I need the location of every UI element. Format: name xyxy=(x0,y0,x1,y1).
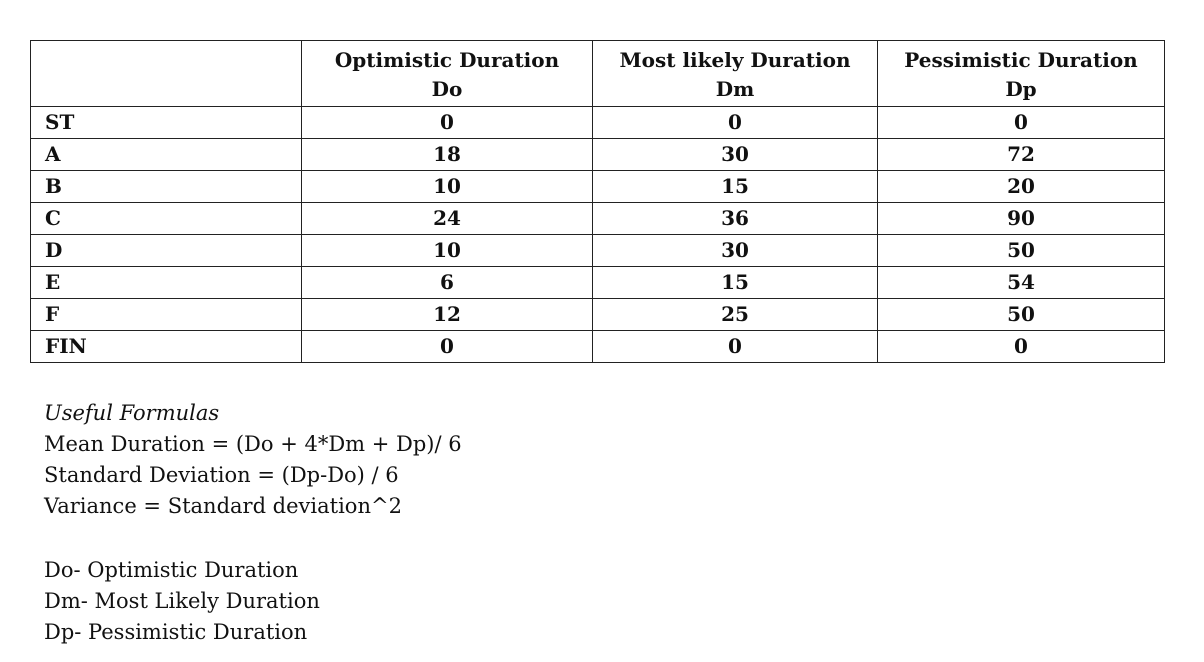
pessimistic-value: 20 xyxy=(878,171,1165,203)
mean-duration-formula: Mean Duration = (Do + 4*Dm + Dp)/ 6 xyxy=(44,432,462,456)
most-likely-value: 36 xyxy=(593,203,878,235)
legend-dm: Dm- Most Likely Duration xyxy=(44,589,320,613)
table-row xyxy=(31,139,1165,171)
activity-label: E xyxy=(31,267,302,299)
pessimistic-value: 0 xyxy=(878,107,1165,139)
standard-deviation-formula: Standard Deviation = (Dp-Do) / 6 xyxy=(44,463,399,487)
optimistic-value: 6 xyxy=(302,267,593,299)
table-row xyxy=(31,203,1165,235)
header-empty-cell xyxy=(31,41,302,107)
formulas-heading: Useful Formulas xyxy=(44,401,220,425)
pessimistic-value: 54 xyxy=(878,267,1165,299)
header-pessimistic xyxy=(878,41,1165,107)
table-row xyxy=(31,267,1165,299)
most-likely-value: 15 xyxy=(593,171,878,203)
activity-label: ST xyxy=(31,107,302,139)
most-likely-value: 30 xyxy=(593,139,878,171)
activity-label: B xyxy=(31,171,302,203)
table-row xyxy=(31,171,1165,203)
header-most-likely xyxy=(593,41,878,107)
legend-do: Do- Optimistic Duration xyxy=(44,558,299,582)
activity-label: C xyxy=(31,203,302,235)
table-row xyxy=(31,331,1165,363)
spacer xyxy=(44,522,462,555)
most-likely-value: 30 xyxy=(593,235,878,267)
optimistic-value: 24 xyxy=(302,203,593,235)
pessimistic-value: 0 xyxy=(878,331,1165,363)
pessimistic-value: 90 xyxy=(878,203,1165,235)
header-optimistic-title: Optimistic Duration xyxy=(334,47,560,72)
pessimistic-value: 50 xyxy=(878,235,1165,267)
activity-label: F xyxy=(31,299,302,331)
legend-dp: Dp- Pessimistic Duration xyxy=(44,620,308,644)
most-likely-value: 15 xyxy=(593,267,878,299)
header-optimistic-abbrev: Do xyxy=(431,76,463,101)
optimistic-value: 10 xyxy=(302,235,593,267)
optimistic-value: 10 xyxy=(302,171,593,203)
header-most-likely-title: Most likely Duration xyxy=(619,47,851,72)
most-likely-value: 25 xyxy=(593,299,878,331)
header-pessimistic-title: Pessimistic Duration xyxy=(904,47,1138,72)
header-most-likely-abbrev: Dm xyxy=(715,76,755,101)
most-likely-value: 0 xyxy=(593,107,878,139)
optimistic-value: 12 xyxy=(302,299,593,331)
duration-table xyxy=(30,40,1165,363)
activity-label: D xyxy=(31,235,302,267)
table-row xyxy=(31,235,1165,267)
most-likely-value: 0 xyxy=(593,331,878,363)
optimistic-value: 18 xyxy=(302,139,593,171)
table-header-row xyxy=(31,41,1165,107)
activity-label: A xyxy=(31,139,302,171)
variance-formula: Variance = Standard deviation^2 xyxy=(44,494,402,518)
table-row xyxy=(31,299,1165,331)
header-optimistic xyxy=(302,41,593,107)
optimistic-value: 0 xyxy=(302,331,593,363)
formula-notes xyxy=(44,398,462,648)
pessimistic-value: 72 xyxy=(878,139,1165,171)
optimistic-value: 0 xyxy=(302,107,593,139)
pessimistic-value: 50 xyxy=(878,299,1165,331)
header-pessimistic-abbrev: Dp xyxy=(1005,76,1037,101)
table-row xyxy=(31,107,1165,139)
activity-label: FIN xyxy=(31,331,302,363)
